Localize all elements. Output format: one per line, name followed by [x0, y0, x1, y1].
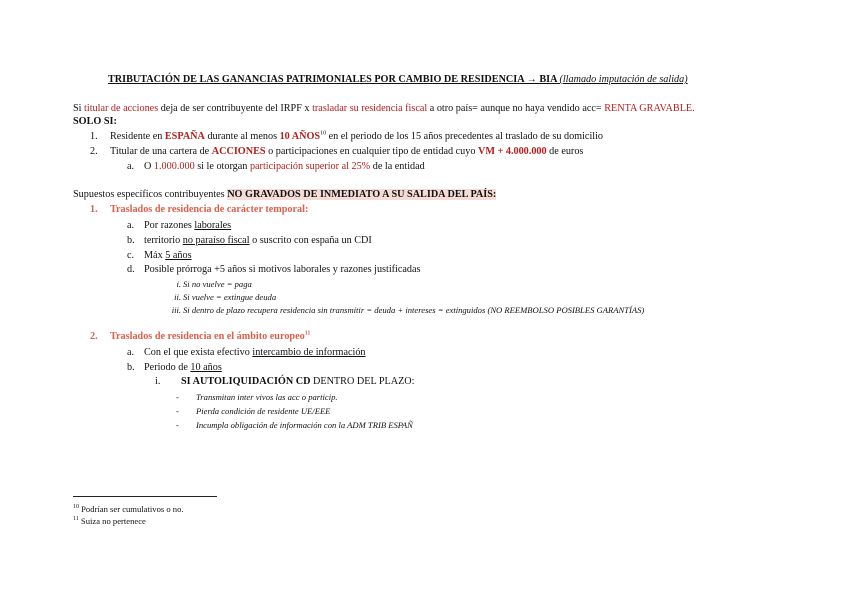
footnote-ref-10: 10: [320, 130, 327, 137]
section-1-item-d-ii: ii. Si vuelve = extingue deuda: [174, 292, 277, 302]
solo-si-heading: SOLO SI:: [73, 116, 117, 127]
section-1-item-d-iii: iii. Si dentro de plazo recupera residencia sin transmitir = deuda + intereses = extinguidos (NO REEMBOLSO POSIBLES GARANTÍAS): [171, 305, 645, 315]
section-2-dash-3: - Incumpla obligación de información con la ADM TRIB ESPAÑ: [176, 420, 413, 430]
section-2-dash-2: - Pierda condición de residente UE/EEE: [176, 406, 331, 416]
section-2-item-b-i: i. SI AUTOLIQUIDACIÓN CD DENTRO DEL PLAZO:: [155, 376, 415, 387]
section-2-item-a: a. Con el que exista efectivo intercambio de información: [127, 347, 366, 358]
intro-paragraph: Si titular de acciones deja de ser contribuyente del IRPF x trasladar su residencia fiscal a otro país= aunque no haya vendido acc= RENTA GRAVABLE.: [73, 103, 695, 114]
section-2-dash-1: - Transmitan inter vivos las acc o particip.: [176, 392, 338, 402]
section-2-title: 2. Traslados de residencia en el ámbito europeo$^{11}$: [90, 330, 311, 342]
section-1-item-a: a. Por razones laborales: [127, 220, 232, 231]
section-1-title: 1. Traslados de residencia de carácter temporal:: [90, 204, 309, 215]
footnote-11: $^{11}$ Suiza no pertenece: [73, 516, 146, 526]
section-1-item-d-i: i. Si no vuelve = paga: [176, 279, 252, 289]
footnote-ref-11: 11: [304, 330, 311, 337]
supuestos-paragraph: Supuestos específicos contribuyentes NO GRAVADOS DE INMEDIATO A SU SALIDA DEL PAÍS:: [73, 189, 497, 200]
title-note: (llamado imputación de salida): [559, 74, 688, 85]
section-2-item-b: b. Periodo de 10 años: [127, 362, 222, 373]
section-1-item-b: b. territorio no paraíso fiscal o suscrito con españa un CDI: [127, 235, 372, 246]
section-1-item-d: d. Posible prórroga +5 años si motivos laborales y razones justificadas: [127, 264, 421, 275]
section-1-item-c: c. Máx 5 años: [127, 250, 192, 261]
condition-2a: a. O 1.000.000 si le otorgan participación superior al 25% de la entidad: [127, 161, 425, 172]
condition-2: 2. Titular de una cartera de ACCIONES o participaciones en cualquier tipo de entidad cuyo VM + 4.000.000 de euros: [90, 146, 584, 157]
condition-1: 1. Residente en ESPAÑA durante al menos 10 AÑOS$^{10}$ en el periodo de los 15 años precedentes al traslado de su domicilio: [90, 130, 604, 142]
footnote-10: $^{10}$ Podrían ser cumulativos o no.: [73, 504, 184, 514]
footnote-divider: [73, 496, 217, 497]
document-title: TRIBUTACIÓN DE LAS GANANCIAS PATRIMONIALES POR CAMBIO DE RESIDENCIA → BIA (llamado imputación de salida): [108, 74, 688, 85]
